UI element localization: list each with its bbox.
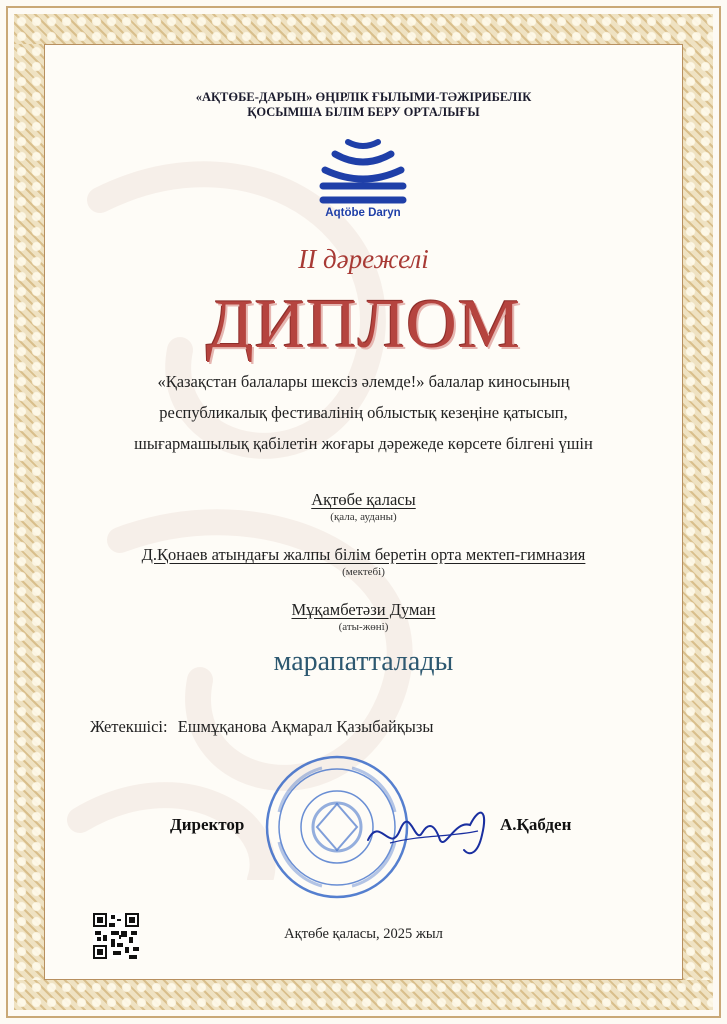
director-label: Директор [170, 815, 245, 834]
reason-line-3: шығармашылық қабілетін жоғары дәрежеде көрсете білгені үшін [134, 434, 593, 453]
city-value: Ақтөбе қаласы [311, 490, 416, 509]
header-line-1: «АҚТӨБЕ-ДАРЫН» ӨҢІРЛІК ҒЫЛЫМИ-ТӘЖІРИБЕЛІК [195, 90, 532, 104]
mentor-line [90, 717, 650, 737]
ornament-border-bottom [14, 980, 713, 1010]
footer-place-year: Ақтөбе қаласы, 2025 жыл [284, 926, 443, 942]
reason-line-1: «Қазақстан балалары шексіз әлемде!» балалар киносының [157, 372, 570, 391]
mentor-label: Жетекшісі: [90, 717, 168, 736]
organization-header [80, 90, 647, 120]
logo-text: Aqtöbe Daryn [325, 207, 401, 219]
school-caption: (мектебі) [342, 566, 385, 578]
mentor-name: Ешмұқанова Ақмарал Қазыбайқызы [177, 717, 434, 736]
awarded-text: марапатталады [273, 646, 454, 677]
city-caption: (қала, ауданы) [330, 511, 397, 523]
city-field [90, 490, 637, 523]
diploma-title: ДИПЛОМ [205, 286, 522, 363]
qr-code-icon [93, 913, 139, 959]
school-field [90, 545, 637, 578]
recipient-name: Мұқамбетәзи Думан [291, 600, 436, 619]
header-line-2: ҚОСЫМША БІЛІМ БЕРУ ОРТАЛЫҒЫ [247, 105, 480, 119]
ornament-border-left [14, 44, 44, 980]
director-name: А.Қабден [500, 815, 572, 834]
reason-line-2: республикалық фестивалінің облыстық кезеңіне қатысып, [159, 403, 568, 422]
degree-label: II дәрежелі [298, 244, 429, 274]
name-caption: (аты-жөні) [338, 621, 389, 633]
ornament-border-right [683, 44, 713, 980]
school-value: Д.Қонаев атындағы жалпы білім беретін орта мектеп-гимназия [141, 545, 586, 564]
ornament-border-top [14, 14, 713, 44]
signature [360, 795, 500, 865]
award-reason [70, 366, 657, 459]
name-field [90, 600, 637, 633]
